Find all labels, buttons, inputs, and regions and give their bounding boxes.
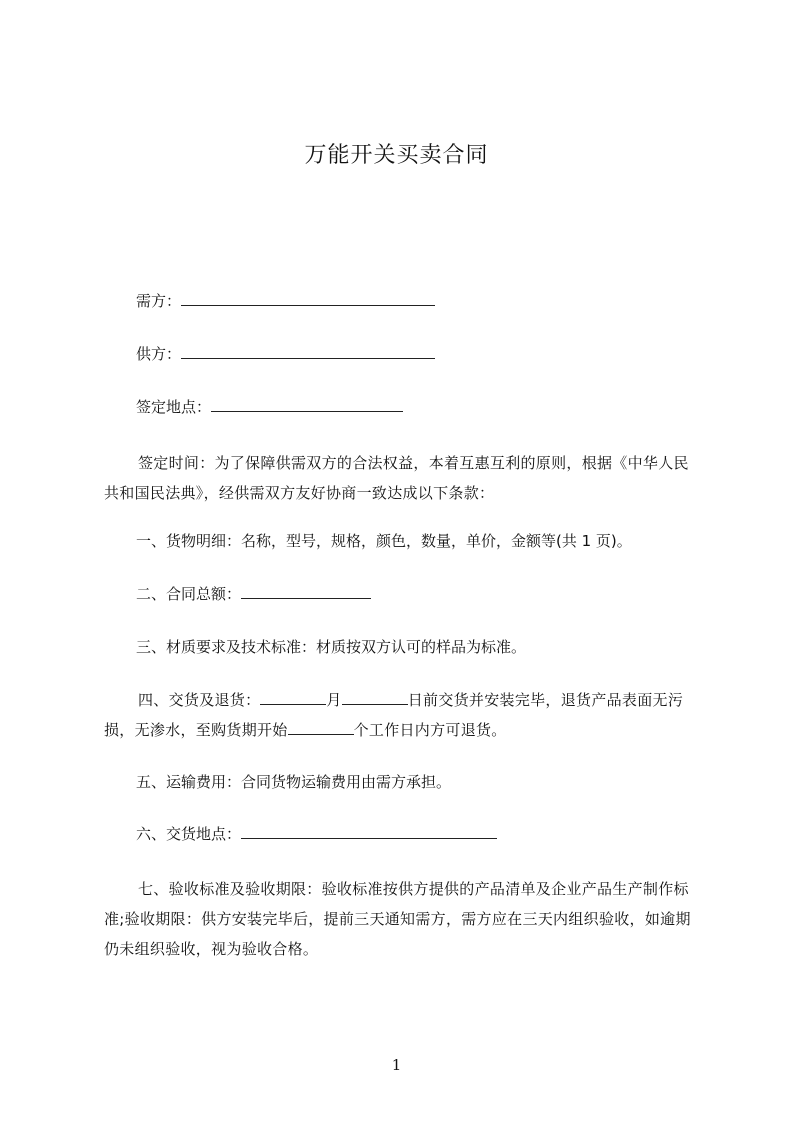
clause-3: 三、材质要求及技术标准：材质按双方认可的样品为标准。 — [136, 638, 527, 656]
sign-place-line — [136, 396, 403, 418]
sign-place-blank — [211, 397, 403, 412]
clause-6-line — [136, 823, 497, 845]
clause-2-label: 二、合同总额： — [136, 585, 242, 603]
page-number: 1 — [391, 1056, 402, 1074]
clause-6-label: 六、交货地点： — [136, 825, 242, 843]
preamble-paragraph: 签定时间：为了保障供需双方的合法权益，本着互惠互利的原则，根据《中华人民共和国民法典》，经供需双方友好协商一致达成以下条款： — [104, 454, 689, 502]
sign-place-label: 签定地点： — [136, 398, 212, 416]
clause-4-part3: 个工作日内方可退货。 — [353, 721, 507, 739]
buyer-label: 需方： — [136, 292, 182, 310]
seller-line — [136, 343, 435, 365]
clause-4-part2: 日前交货并安装完毕，退货产品表面无污损，无渗水，至购货期开始 — [104, 691, 684, 739]
delivery-day-blank — [342, 690, 408, 705]
seller-blank — [181, 344, 435, 359]
delivery-month-blank — [260, 690, 326, 705]
clause-4-part1: 四、交货及退货： — [138, 691, 261, 709]
delivery-place-blank — [241, 824, 497, 839]
document-title: 万能开关买卖合同 — [304, 143, 489, 168]
clause-2-line — [136, 583, 371, 605]
seller-label: 供方： — [136, 345, 182, 363]
buyer-line — [136, 290, 435, 312]
return-days-blank — [288, 720, 354, 735]
total-amount-blank — [241, 584, 371, 599]
clause-5: 五、运输费用：合同货物运输费用由需方承担。 — [136, 773, 452, 791]
buyer-blank — [181, 291, 435, 306]
clause-7-paragraph: 七、验收标准及验收期限：验收标准按供方提供的产品清单及企业产品生产制作标准;验收期限：供方安装完毕后，提前三天通知需方，需方应在三天内组织验收，如逾期仍未组织验收，视为验收合格。 — [104, 880, 691, 958]
clause-4-paragraph — [104, 685, 704, 745]
clause-4-month: 月 — [326, 691, 342, 709]
clause-1: 一、货物明细：名称，型号，规格，颜色，数量，单价，金额等(共 1 页)。 — [136, 532, 632, 550]
